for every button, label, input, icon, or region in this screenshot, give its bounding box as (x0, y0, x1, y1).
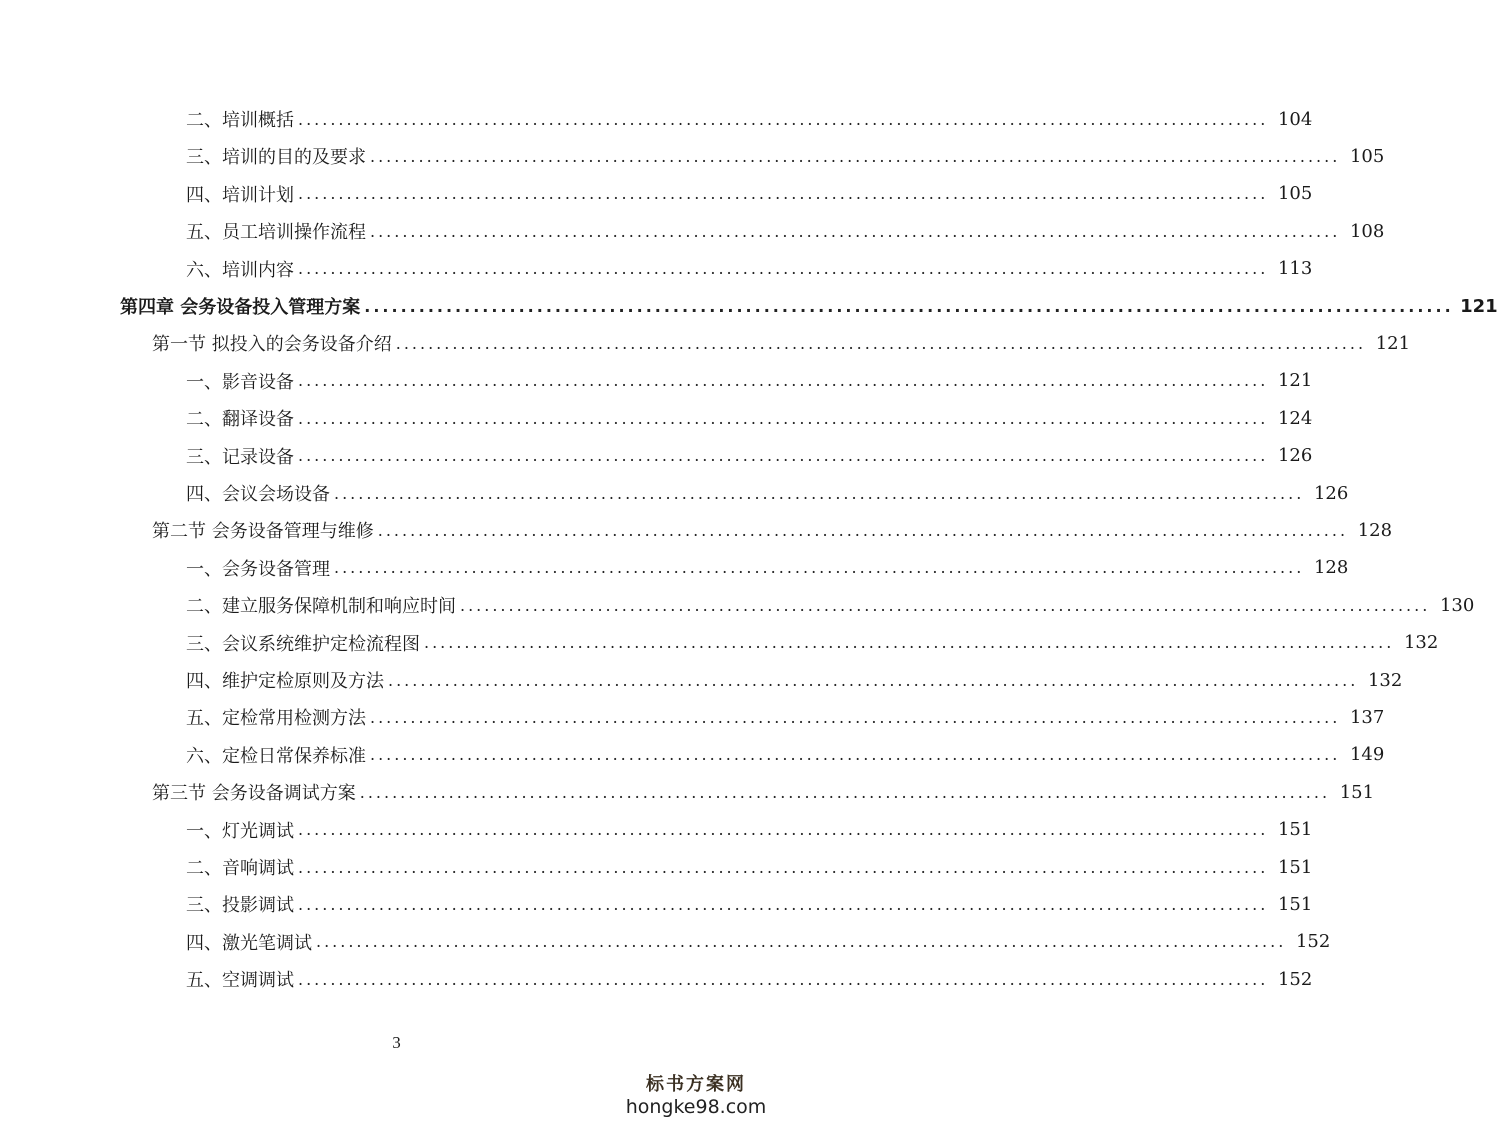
watermark-url: hongke98.com (625, 1096, 767, 1118)
toc-leader-dots: ........................................................................................................................ (298, 408, 1269, 428)
toc-entry-title: 三、记录设备 (186, 446, 294, 468)
toc-entry-page: 124 (1277, 407, 1313, 429)
toc-leader-dots: ........................................................................................................................ (377, 520, 1349, 540)
toc-leader-dots: ........................................................................................................................ (395, 333, 1367, 353)
toc-entry-title: 二、音响调试 (186, 858, 294, 879)
toc-entry-page: 126 (1313, 482, 1349, 504)
toc-entry-item[interactable] (0, 889, 1313, 919)
toc-entry-item[interactable] (0, 553, 1349, 583)
toc-entry-page: 132 (1367, 669, 1403, 691)
toc-entry-title: 五、定检常用检测方法 (186, 708, 366, 730)
toc-entry-item[interactable] (0, 852, 1313, 882)
watermark-name: 标书方案网 (646, 1074, 746, 1095)
toc-entry-page: 121 (1375, 332, 1411, 354)
toc-entry-item[interactable] (0, 478, 1349, 508)
toc-entry-page: 128 (1357, 519, 1393, 541)
toc-leader-dots: ........................................................................................................................ (298, 109, 1269, 129)
toc-entry-title: 第三节 会务设备调试方案 (152, 783, 356, 805)
toc-leader-dots: ........................................................................................................................ (359, 782, 1331, 802)
toc-entry-page: 149 (1349, 744, 1385, 766)
toc-entry-item[interactable] (0, 815, 1313, 845)
toc-entry-title: 五、空调调试 (186, 970, 294, 992)
toc-entry-page: 128 (1313, 557, 1349, 579)
toc-entry-item[interactable] (0, 366, 1313, 396)
toc-entry-title: 六、定检日常保养标准 (186, 745, 366, 767)
toc-entry-item[interactable] (0, 628, 1439, 658)
toc-entry-page: 105 (1277, 183, 1313, 205)
toc-entry-page: 137 (1349, 706, 1385, 728)
toc-entry-section[interactable] (0, 777, 1375, 807)
toc-entry-item[interactable] (0, 179, 1313, 209)
toc-leader-dots: ........................................................................................................................ (334, 483, 1305, 503)
toc-entry-title: 六、培训内容 (186, 259, 294, 281)
toc-entry-item[interactable] (0, 254, 1313, 284)
toc-entry-title: 一、灯光调试 (186, 820, 294, 842)
toc-entry-page: 151 (1277, 893, 1313, 915)
toc-entry-item[interactable] (0, 590, 1475, 620)
toc-entry-section[interactable] (0, 515, 1393, 545)
toc-entry-page: 152 (1277, 968, 1313, 990)
toc-entry-item[interactable] (0, 403, 1313, 433)
toc-leader-dots: ........................................................................................................................ (370, 221, 1341, 241)
toc-leader-dots: ........................................................................................................................ (424, 633, 1395, 653)
toc-leader-dots: ........................................................................................................................ (370, 745, 1341, 765)
toc-leader-dots: ........................................................................................................................ (316, 932, 1287, 952)
toc-leader-dots: ........................................................................................................................ (298, 184, 1269, 204)
toc-entry-page: 104 (1277, 108, 1313, 130)
toc-entry-page: 151 (1339, 781, 1375, 803)
toc-leader-dots: ........................................................................................................................ (298, 857, 1269, 877)
toc-entry-item[interactable] (0, 441, 1313, 471)
toc-entry-item[interactable] (0, 665, 1403, 695)
toc-leader-dots: ........................................................................................................................ (298, 969, 1269, 989)
toc-entry-page: 151 (1277, 819, 1313, 841)
toc-entry-chapter[interactable] (0, 291, 1498, 321)
toc-entry-title: 四、会议会场设备 (186, 484, 330, 505)
toc-entry-title: 二、建立服务保障机制和响应时间 (186, 596, 456, 618)
toc-leader-dots: ........................................................................................................................ (460, 595, 1431, 615)
toc-entry-page: 121 (1277, 370, 1313, 392)
toc-entry-item[interactable] (0, 104, 1313, 134)
toc-entry-section[interactable] (0, 328, 1411, 358)
toc-leader-dots: ........................................................................................................................ (298, 259, 1269, 279)
watermark (621, 1070, 771, 1118)
toc-leader-dots: ........................................................................................................................ (370, 707, 1341, 727)
toc-entry-page: 132 (1403, 632, 1439, 654)
toc-leader-dots: ........................................................................................................................ (298, 894, 1269, 914)
toc-entry-title: 五、员工培训操作流程 (186, 222, 366, 244)
toc-entry-title: 一、会务设备管理 (186, 558, 330, 580)
toc-entry-title: 四、激光笔调试 (186, 932, 312, 954)
toc-leader-dots: ........................................................................................................................ (298, 371, 1269, 391)
toc-entry-title: 一、影音设备 (186, 371, 294, 393)
toc-entry-title: 四、培训计划 (186, 184, 294, 206)
toc-leader-dots: ........................................................................................................................ (388, 670, 1359, 690)
toc-leader-dots: ........................................................................................................................ (364, 296, 1454, 316)
toc-entry-page: 105 (1349, 145, 1385, 167)
toc-entry-item[interactable] (0, 141, 1385, 171)
toc-entry-title: 第二节 会务设备管理与维修 (152, 521, 374, 543)
toc-entry-title: 第四章 会务设备投入管理方案 (120, 297, 361, 318)
toc-entry-title: 二、翻译设备 (186, 409, 294, 431)
toc-leader-dots: ........................................................................................................................ (298, 446, 1269, 466)
toc-entry-page: 108 (1349, 220, 1385, 242)
toc-entry-page: 113 (1277, 258, 1313, 280)
toc-entry-item[interactable] (0, 740, 1385, 770)
toc-entry-title: 第一节 拟投入的会务设备介绍 (152, 334, 392, 356)
toc-entry-title: 三、会议系统维护定检流程图 (186, 633, 420, 655)
toc-entry-page: 121 (1460, 295, 1498, 317)
toc-entry-item[interactable] (0, 702, 1385, 732)
toc-entry-title: 四、维护定检原则及方法 (186, 671, 384, 692)
toc-entry-item[interactable] (0, 216, 1385, 246)
toc-entry-page: 152 (1295, 931, 1331, 953)
toc-entry-title: 三、培训的目的及要求 (186, 147, 366, 169)
toc-leader-dots: ........................................................................................................................ (370, 146, 1341, 166)
toc-entry-item[interactable] (0, 964, 1313, 994)
toc-entry-page: 126 (1277, 445, 1313, 467)
toc-entry-title: 二、培训概括 (186, 110, 294, 131)
page-number: 3 (392, 1033, 401, 1052)
toc-entry-title: 三、投影调试 (186, 895, 294, 917)
toc-entry-page: 151 (1277, 856, 1313, 878)
toc-leader-dots: ........................................................................................................................ (298, 820, 1269, 840)
toc-entry-item[interactable] (0, 927, 1331, 957)
toc-entry-page: 130 (1439, 594, 1475, 616)
toc-leader-dots: ........................................................................................................................ (334, 558, 1305, 578)
